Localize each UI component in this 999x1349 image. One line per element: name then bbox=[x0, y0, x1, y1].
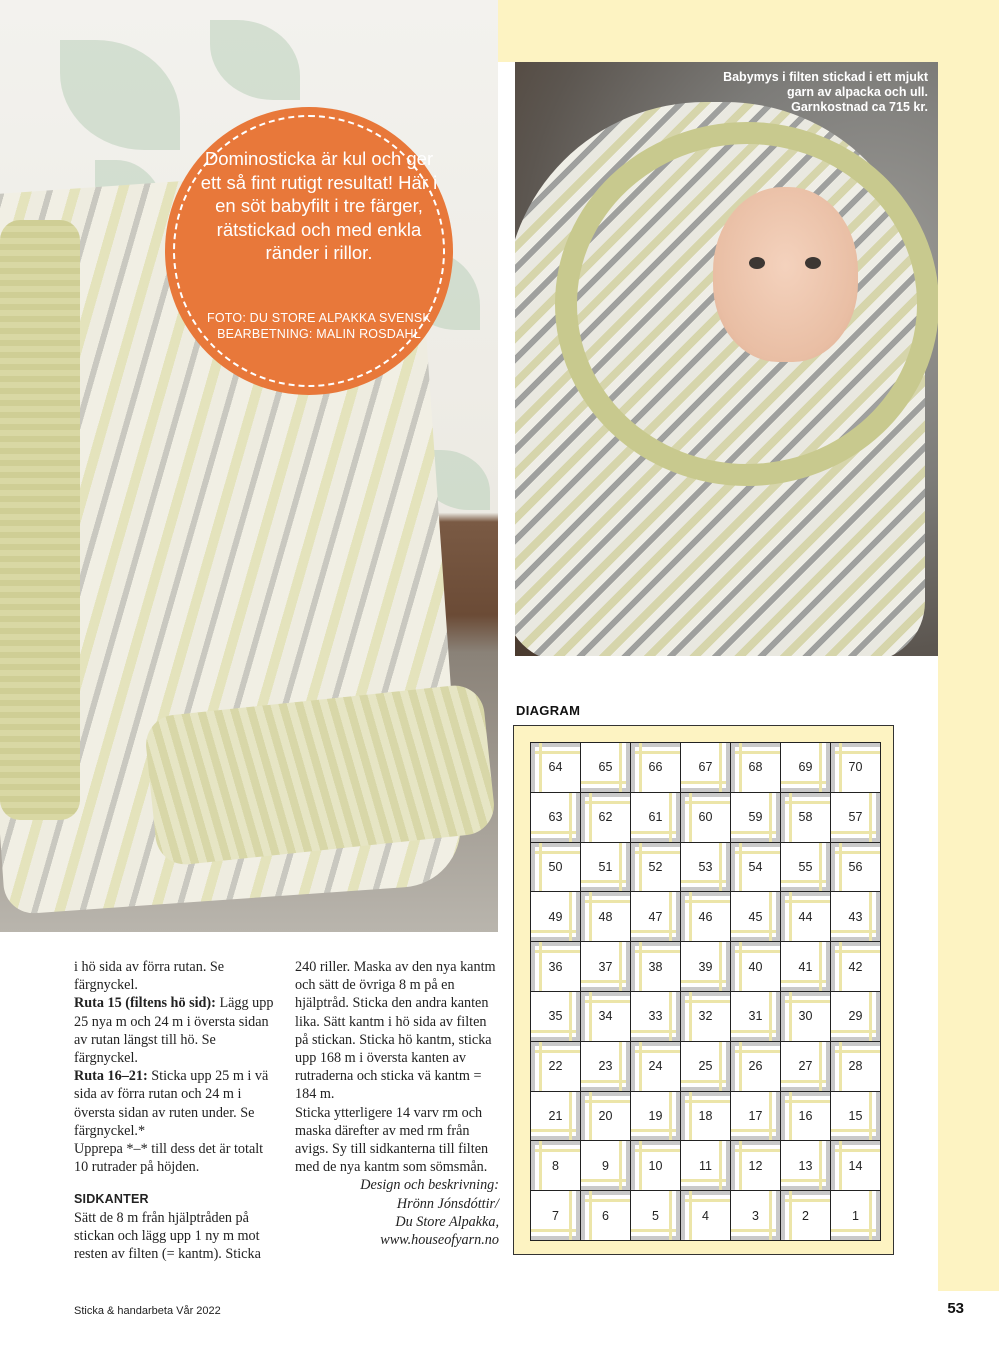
square-number: 60 bbox=[698, 810, 713, 825]
diagram-square bbox=[631, 892, 681, 942]
step-text: Sticka upp 25 m i vä sida av förra rutan och 24 m i översta sidan av ruten under. Se färgnyckel.* bbox=[74, 1068, 269, 1139]
diagram-square bbox=[681, 942, 731, 992]
paragraph: i hö sida av förra rutan. Se färgnyckel. bbox=[74, 959, 225, 994]
square-number: 37 bbox=[598, 959, 613, 974]
square-number: 55 bbox=[798, 859, 813, 874]
diagram-square bbox=[731, 843, 781, 893]
website-link[interactable]: www.houseofyarn.no bbox=[380, 1232, 499, 1249]
designer-name: Hrönn Jónsdóttir/ bbox=[396, 1195, 499, 1212]
diagram-grid bbox=[530, 742, 881, 1241]
diagram-square bbox=[631, 1042, 681, 1092]
diagram-square bbox=[581, 743, 631, 793]
square-number: 1 bbox=[852, 1208, 859, 1223]
square-number: 9 bbox=[602, 1158, 609, 1173]
square-number: 27 bbox=[798, 1059, 813, 1074]
square-number: 52 bbox=[648, 859, 663, 874]
diagram-square bbox=[581, 1092, 631, 1142]
diagram-square bbox=[781, 843, 831, 893]
square-number: 26 bbox=[748, 1059, 763, 1074]
square-number: 47 bbox=[648, 909, 663, 924]
diagram-square bbox=[681, 743, 731, 793]
diagram-square bbox=[531, 1141, 581, 1191]
domino-diagram bbox=[513, 725, 894, 1255]
diagram-square bbox=[731, 992, 781, 1042]
square-number: 34 bbox=[598, 1009, 613, 1024]
square-number: 54 bbox=[748, 859, 763, 874]
paragraph: 240 riller. Maska av den nya kantm och sätt de övriga 8 m på en hjälptråd. Sticka den andra kanten lika. Sätt kantm i hö sida av filten på stickan. Sticka hö kantm, sticka upp 168 m i översta kanten av rutraderna och sticka vä kantm = 184 m. bbox=[295, 959, 496, 1103]
square-number: 15 bbox=[848, 1108, 863, 1123]
square-number: 6 bbox=[602, 1208, 609, 1223]
square-number: 43 bbox=[848, 909, 863, 924]
diagram-square bbox=[631, 1141, 681, 1191]
design-credit: Design och beskrivning: bbox=[360, 1177, 499, 1194]
paragraph bbox=[74, 1067, 280, 1140]
square-number: 45 bbox=[748, 909, 763, 924]
square-number: 8 bbox=[552, 1158, 559, 1173]
square-number: 12 bbox=[748, 1158, 763, 1173]
section-heading: SIDKANTER bbox=[74, 1192, 149, 1207]
square-number: 28 bbox=[848, 1059, 863, 1074]
square-number: 61 bbox=[648, 810, 663, 825]
diagram-square bbox=[681, 793, 731, 843]
square-number: 63 bbox=[548, 810, 563, 825]
square-number: 32 bbox=[698, 1009, 713, 1024]
square-number: 57 bbox=[848, 810, 863, 825]
text-column-2 bbox=[295, 958, 499, 1249]
diagram-square bbox=[631, 1191, 681, 1241]
diagram-square bbox=[781, 892, 831, 942]
paragraph bbox=[74, 994, 280, 1067]
diagram-square bbox=[531, 843, 581, 893]
square-number: 5 bbox=[652, 1208, 659, 1223]
square-number: 41 bbox=[798, 959, 813, 974]
step-text: Lägg upp 25 nya m och 24 m i översta sidan av rutan längst till hö. Se färgnyckel. bbox=[74, 995, 274, 1067]
magazine-footer: Sticka & handarbeta Vår 2022 bbox=[74, 1305, 221, 1317]
diagram-square bbox=[731, 1092, 781, 1142]
step-label: Ruta 15 (filtens hö sid): bbox=[74, 995, 216, 1012]
square-number: 33 bbox=[648, 1009, 663, 1024]
square-number: 38 bbox=[648, 959, 663, 974]
square-number: 40 bbox=[748, 959, 763, 974]
square-number: 22 bbox=[548, 1059, 563, 1074]
square-number: 44 bbox=[798, 909, 813, 924]
diagram-square bbox=[531, 743, 581, 793]
diagram-square bbox=[681, 1092, 731, 1142]
square-number: 30 bbox=[798, 1009, 813, 1024]
paragraph: Sätt de 8 m från hjälptråden på stickan och lägg upp 1 ny m mot resten av filten (= kantm). Sticka bbox=[74, 1209, 261, 1263]
square-number: 20 bbox=[598, 1108, 613, 1123]
diagram-square bbox=[581, 1042, 631, 1092]
square-number: 66 bbox=[648, 760, 663, 775]
diagram-square bbox=[581, 892, 631, 942]
square-number: 48 bbox=[598, 909, 613, 924]
diagram-square bbox=[731, 743, 781, 793]
step-label: Ruta 16–21: bbox=[74, 1068, 148, 1085]
diagram-title: DIAGRAM bbox=[516, 703, 581, 718]
square-number: 58 bbox=[798, 810, 813, 825]
diagram-square bbox=[781, 1092, 831, 1142]
square-number: 39 bbox=[698, 959, 713, 974]
diagram-square bbox=[681, 992, 731, 1042]
square-number: 31 bbox=[748, 1009, 763, 1024]
diagram-square bbox=[831, 942, 881, 992]
diagram-square bbox=[681, 1141, 731, 1191]
square-number: 29 bbox=[848, 1009, 863, 1024]
diagram-square bbox=[531, 992, 581, 1042]
diagram-square bbox=[831, 793, 881, 843]
diagram-square bbox=[631, 743, 681, 793]
diagram-square bbox=[531, 1092, 581, 1142]
diagram-square bbox=[831, 1042, 881, 1092]
intro-badge bbox=[165, 107, 453, 395]
diagram-square bbox=[781, 1141, 831, 1191]
diagram-square bbox=[631, 1092, 681, 1142]
square-number: 7 bbox=[552, 1208, 559, 1223]
diagram-square bbox=[581, 992, 631, 1042]
square-number: 67 bbox=[698, 760, 713, 775]
diagram-square bbox=[531, 793, 581, 843]
square-number: 10 bbox=[648, 1158, 663, 1173]
side-yellow-band bbox=[938, 62, 999, 1291]
square-number: 64 bbox=[548, 760, 563, 775]
square-number: 59 bbox=[748, 810, 763, 825]
diagram-square bbox=[531, 892, 581, 942]
top-yellow-band bbox=[498, 0, 999, 62]
diagram-square bbox=[581, 1191, 631, 1241]
intro-text: Dominosticka är kul och ger ett så fint rutigt resultat! Här i en söt babyfilt i tre färger, rätstickad och med enkla ränder i rillor. bbox=[200, 148, 438, 263]
diagram-square bbox=[731, 942, 781, 992]
diagram-square bbox=[781, 1191, 831, 1241]
square-number: 11 bbox=[699, 1158, 712, 1173]
diagram-square bbox=[681, 843, 731, 893]
diagram-square bbox=[781, 1042, 831, 1092]
square-number: 36 bbox=[548, 959, 563, 974]
diagram-square bbox=[731, 1042, 781, 1092]
paragraph: Upprepa *–* till dess det är totalt 10 rutrader på höjden. bbox=[74, 1141, 264, 1176]
diagram-square bbox=[781, 793, 831, 843]
square-number: 35 bbox=[548, 1009, 563, 1024]
diagram-square bbox=[581, 843, 631, 893]
diagram-square bbox=[781, 942, 831, 992]
diagram-square bbox=[631, 843, 681, 893]
diagram-square bbox=[531, 1191, 581, 1241]
square-number: 3 bbox=[752, 1208, 759, 1223]
page-number: 53 bbox=[947, 1300, 964, 1317]
diagram-square bbox=[681, 892, 731, 942]
square-number: 24 bbox=[648, 1059, 663, 1074]
square-number: 53 bbox=[698, 859, 713, 874]
diagram-square bbox=[631, 793, 681, 843]
square-number: 46 bbox=[698, 909, 713, 924]
square-number: 16 bbox=[798, 1108, 813, 1123]
diagram-square bbox=[831, 743, 881, 793]
diagram-square bbox=[831, 1191, 881, 1241]
square-number: 65 bbox=[598, 760, 613, 775]
diagram-square bbox=[531, 942, 581, 992]
square-number: 69 bbox=[798, 760, 813, 775]
diagram-square bbox=[831, 892, 881, 942]
square-number: 68 bbox=[748, 760, 763, 775]
diagram-square bbox=[831, 1141, 881, 1191]
square-number: 13 bbox=[798, 1158, 813, 1173]
diagram-square bbox=[831, 1092, 881, 1142]
baby-photo bbox=[515, 62, 938, 656]
square-number: 25 bbox=[698, 1059, 713, 1074]
text-column-1 bbox=[74, 958, 280, 1263]
square-number: 56 bbox=[848, 859, 863, 874]
square-number: 2 bbox=[802, 1208, 809, 1223]
square-number: 19 bbox=[648, 1108, 663, 1123]
diagram-square bbox=[731, 793, 781, 843]
square-number: 42 bbox=[848, 959, 863, 974]
square-number: 21 bbox=[548, 1108, 563, 1123]
square-number: 4 bbox=[702, 1208, 709, 1223]
square-number: 17 bbox=[748, 1108, 763, 1123]
diagram-square bbox=[531, 1042, 581, 1092]
diagram-square bbox=[831, 843, 881, 893]
square-number: 18 bbox=[698, 1108, 713, 1123]
diagram-square bbox=[781, 743, 831, 793]
diagram-square bbox=[681, 1042, 731, 1092]
diagram-square bbox=[681, 1191, 731, 1241]
diagram-square bbox=[781, 992, 831, 1042]
diagram-square bbox=[831, 992, 881, 1042]
photo-caption: Babymys i filten stickad i ett mjukt garn av alpacka och ull. Garnkostnad ca 715 kr. bbox=[723, 70, 928, 114]
square-number: 70 bbox=[848, 760, 863, 775]
diagram-square bbox=[631, 992, 681, 1042]
paragraph: Sticka ytterligere 14 varv rm och maska därefter av med rm från avigs. Sy till sidkanterna till filten med de nya kantm som sömsmån. bbox=[295, 1104, 489, 1176]
square-number: 62 bbox=[598, 810, 613, 825]
square-number: 49 bbox=[548, 909, 563, 924]
photo-credit: FOTO: DU STORE ALPAKKA SVENSK BEARBETNING: MALIN ROSDAHL bbox=[207, 311, 431, 341]
diagram-square bbox=[731, 1141, 781, 1191]
square-number: 50 bbox=[548, 859, 563, 874]
diagram-square bbox=[731, 892, 781, 942]
diagram-square bbox=[581, 1141, 631, 1191]
diagram-square bbox=[731, 1191, 781, 1241]
diagram-square bbox=[631, 942, 681, 992]
company-name: Du Store Alpakka, bbox=[395, 1213, 499, 1230]
diagram-square bbox=[581, 942, 631, 992]
square-number: 14 bbox=[848, 1158, 863, 1173]
square-number: 23 bbox=[598, 1059, 613, 1074]
square-number: 51 bbox=[598, 859, 613, 874]
diagram-square bbox=[581, 793, 631, 843]
